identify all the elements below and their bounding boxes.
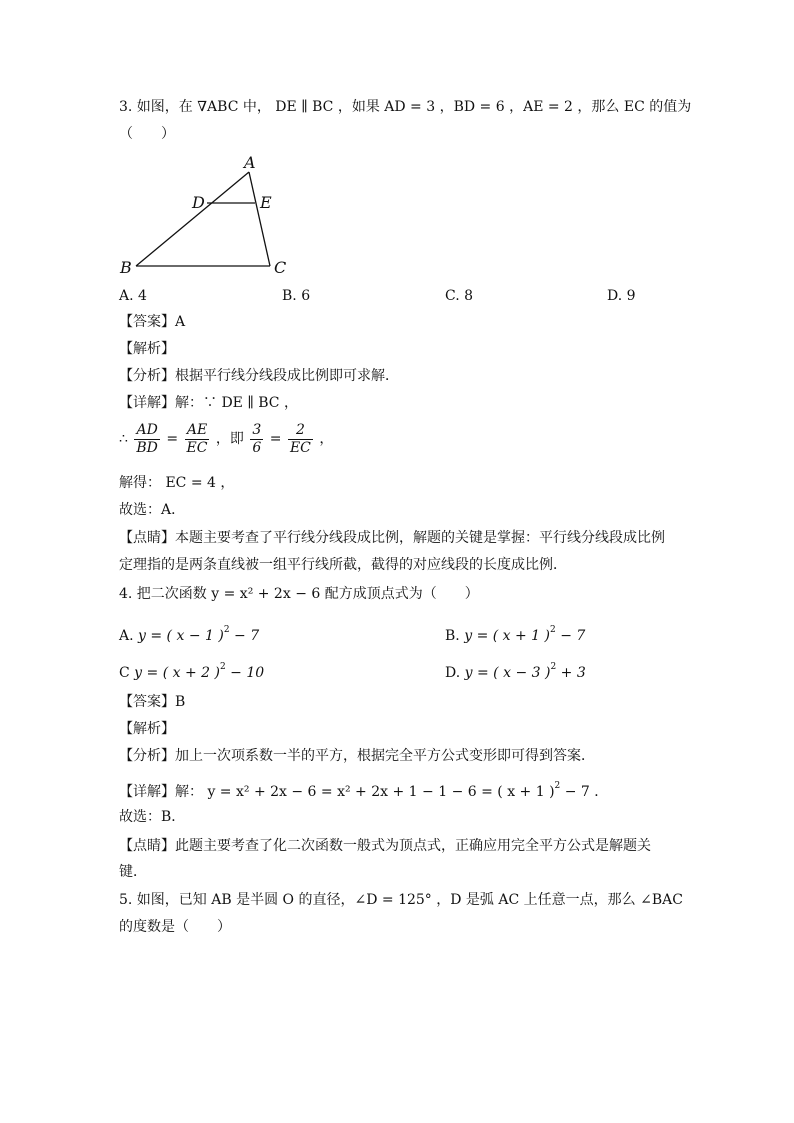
q3-option-d: D. 9	[607, 288, 636, 304]
q3-option-a: A. 4	[119, 288, 147, 304]
vertex-label-b: B	[120, 258, 132, 277]
equals-sign: =	[269, 431, 282, 447]
fraction-numerator: 2	[295, 421, 305, 438]
comma: ，	[319, 431, 334, 447]
q4-analysis-title: 【解析】	[119, 721, 175, 737]
q4-xiangjie-main: 【详解】解： y = x² + 2x − 6 = x² + 2x + 1 − 1 − 6 = ( x + 1 )	[119, 784, 555, 800]
fraction-denominator: BD	[136, 439, 158, 456]
q3-proportion-line	[119, 420, 333, 458]
fraction-denominator: EC	[186, 439, 208, 456]
q4-xiangjie	[119, 776, 608, 802]
q3-xiangjie: 【详解】解：∵ DE ∥ BC ，	[119, 395, 298, 411]
q4-option-d	[445, 657, 586, 683]
q3-option-b: B. 6	[282, 288, 311, 304]
q3-dianjing-line2: 定理指的是两条直线被一组平行线所截，截得的对应线段的长度成比例．	[119, 557, 567, 573]
fraction-ae-ec	[185, 422, 210, 457]
q4-fenxi: 【分析】加上一次项系数一半的平方，根据完全平方公式变形即可得到答案．	[119, 748, 595, 764]
q3-dianjing-line1: 【点睛】本题主要考查了平行线分线段成比例，解题的关键是掌握：平行线分线段成比例	[119, 530, 665, 546]
option-expression-tail: − 7	[229, 628, 260, 644]
fraction-numerator: AD	[136, 421, 158, 438]
fraction-denominator: 6	[252, 439, 262, 456]
q4-stem: 4. 把二次函数 y = x² + 2x − 6 配方成顶点式为（ ）	[119, 586, 479, 602]
q3-stem-line1: 3. 如图，在 ∇ABC 中， DE ∥ BC ，如果 AD = 3 ，BD = 6 ，AE = 2 ，那么 EC 的值为	[119, 99, 692, 115]
q5-stem-line2: 的度数是（ ）	[119, 919, 231, 935]
equals-sign: =	[166, 431, 179, 447]
vertex-label-a: A	[244, 153, 256, 172]
exponent: 2	[219, 662, 226, 672]
fraction-denominator: EC	[289, 439, 311, 456]
exponent: 2	[550, 662, 557, 672]
option-expression-tail: − 10	[225, 665, 265, 681]
fraction-2-ec	[288, 422, 313, 457]
option-label: B.	[445, 628, 460, 644]
q4-dianjing-line1: 【点睛】此题主要考查了化二次函数一般式为顶点式，正确应用完全平方公式是解题关	[119, 838, 651, 854]
option-label: D.	[445, 665, 461, 681]
q4-option-b	[445, 620, 585, 646]
q3-guxuan: 故选：A．	[119, 502, 186, 518]
fraction-numerator: AE	[186, 421, 208, 438]
option-expression: y = ( x + 2 )	[134, 665, 220, 681]
q4-option-c	[119, 657, 264, 683]
q3-answer: 【答案】A	[119, 314, 186, 330]
fraction-3-6	[250, 422, 263, 457]
exponent: 2	[550, 625, 556, 635]
q3-analysis-title: 【解析】	[119, 341, 175, 357]
exponent: 2	[223, 625, 230, 635]
option-expression: y = ( x − 1 )	[138, 628, 224, 644]
q4-dianjing-line2: 键．	[119, 864, 147, 880]
q5-stem-line1: 5. 如图，已知 AB 是半圆 O 的直径，∠D = 125° ，D 是弧 AC 上任意一点，那么 ∠BAC	[119, 892, 683, 908]
option-label: A.	[119, 628, 134, 644]
q4-option-a	[119, 620, 259, 646]
option-expression-tail: − 7	[555, 628, 586, 644]
q4-answer: 【答案】B	[119, 694, 186, 710]
q3-triangle-figure	[112, 152, 302, 277]
q4-xiangjie-tail: − 7 ．	[560, 784, 609, 800]
exponent: 2	[554, 781, 561, 791]
q3-option-c: C. 8	[445, 288, 474, 304]
option-expression-tail: + 3	[556, 665, 586, 681]
option-label: C	[119, 665, 130, 681]
q3-jiede: 解得： EC = 4 ，	[119, 475, 235, 491]
q4-guxuan: 故选：B．	[119, 809, 186, 825]
vertex-label-d: D	[192, 193, 205, 212]
option-expression: y = ( x + 1 )	[464, 628, 551, 644]
vertex-label-e: E	[260, 193, 272, 212]
option-expression: y = ( x − 3 )	[464, 665, 551, 681]
q3-stem-line2: （ ）	[119, 126, 175, 142]
fraction-numerator: 3	[252, 421, 262, 438]
fraction-ad-bd	[134, 422, 160, 457]
therefore-symbol: ∴	[119, 431, 128, 447]
q3-fenxi: 【分析】根据平行线分线段成比例即可求解．	[119, 368, 399, 384]
vertex-label-c: C	[274, 258, 287, 277]
ji-text: ，即	[215, 431, 244, 447]
